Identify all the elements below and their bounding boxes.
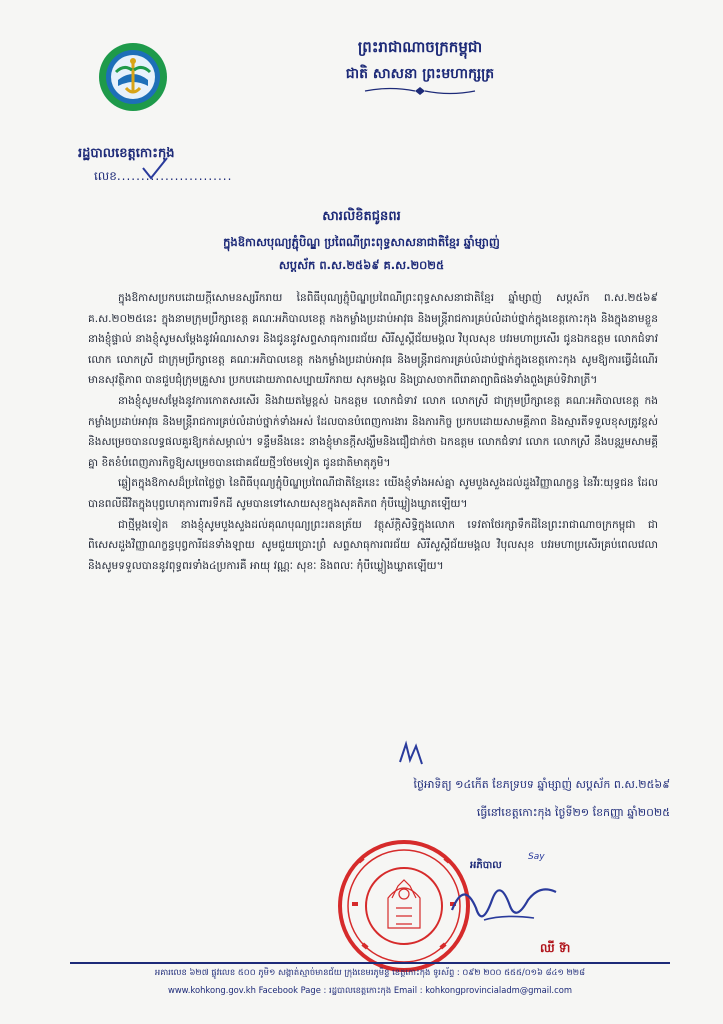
kingdom-heading: ព្រះរាជាណាចក្រកម្ពុជា	[357, 38, 483, 56]
paragraph: ក្នុងឱកាសប្រកបដោយក្តីសោមនស្សរីករាយ នៃពិធីបុណ្យភ្ជុំបិណ្ឌប្រពៃណីព្រះពុទ្ធសាសនាជាតិខ្មែរ ឆ្នាំម្សាញ់ សប្តស័ក ព.ស.២៥៦៩ គ.ស.២០២៥នេះ ក្នុងនាមក្រុមប្រឹក្សាខេត្ត គណៈអភិបាលខេត្ត កងកម្លាំងប្រដាប់អាវុធ និងមន្ត្រីរាជការគ្រប់លំដាប់ថ្នាក់ក្នុងខេត្តកោះកុង និងក្នុងនាមខ្លួននាងខ្ញុំផ្ទាល់ នាងខ្ញុំសូមសម្តែងនូវអំណរសាទរ និងជូននូវសព្ទសាធុការពរជ័យ សិរីសួស្តីជ័យមង្គល វិបុលសុខ បវរមហាប្រសើរ ជូនឯកឧត្តម លោកជំទាវ លោក លោកស្រី ជាក្រុមប្រឹក្សាខេត្ត គណៈអភិបាលខេត្ត កងកម្លាំងប្រដាប់អាវុធ និងមន្ត្រីរាជការគ្រប់លំដាប់ថ្នាក់ក្នុងខេត្តកោះកុង សូមឱ្យការធ្វើដំណើរមានសុវត្ថិភាព បានជួបជុំក្រុមគ្រួសារ ប្រកបដោយភាពសប្បាយរីករាយ សុភមង្គល និងប្រាសចាកពីរោគាព្យាធិផងទាំងពួងគ្រប់ទិវារាត្រី។	[88, 292, 658, 387]
letter-body	[88, 288, 658, 576]
lunar-date: ថ្ងៃអាទិត្យ ១៤កើត ខែភទ្របទ ឆ្នាំម្សាញ់ សប្តស័ក ព.ស.២៥៦៩	[413, 778, 670, 791]
signatory-title: អភិបាល	[470, 860, 502, 871]
ornament-divider-icon	[360, 86, 480, 96]
initial-signature-icon	[396, 738, 426, 768]
provincial-logo-icon	[98, 42, 168, 112]
national-motto: ជាតិ សាសនា ព្រះមហាក្សត្រ	[345, 66, 495, 82]
footer-address: អគារលេខ ៦២៧ ផ្លូវលេខ ៥០០ ភូមិ១ សង្កាត់ស្មាច់មានជ័យ ក្រុងខេមរភូមិន្ទ ខេត្តកោះកុង ទូរស័ព្ទ : ០៩២ ២០០ ៥៥៥/០១៦ ៨៤១ ២២៨	[154, 967, 586, 977]
document-subject: ក្នុងឱកាសបុណ្យភ្ជុំបិណ្ឌ ប្រពៃណីព្រះពុទ្ធសាសនាជាតិខ្មែរ ឆ្នាំម្សាញ់	[223, 235, 500, 249]
handwritten-signature-icon	[444, 870, 564, 940]
signature-scribble: Say	[528, 852, 545, 862]
signatory-name: ឈី ទ៊ា	[540, 941, 571, 955]
reference-number: លេខ........................	[94, 169, 233, 183]
paragraph: នាងខ្ញុំសូមសម្តែងនូវការកោតសរសើរ និងវាយតម្លៃខ្ពស់ ឯកឧត្តម លោកជំទាវ លោក លោកស្រី ជាក្រុមប្រឹក្សាខេត្ត គណៈអភិបាលខេត្ត កងកម្លាំងប្រដាប់អាវុធ និងមន្ត្រីរាជការគ្រប់លំដាប់ថ្នាក់ទាំងអស់ ដែលបានបំពេញការងារ និងភារកិច្ច ប្រកបដោយសាមគ្គីភាព និងស្មារតីទទួលខុសត្រូវខ្ពស់ និងសម្រេចបានលទ្ធផលគួរឱ្យកត់សម្គាល់។ ទន្ទឹមនឹងនេះ នាងខ្ញុំមានក្តីសង្ឃឹមនិងជឿជាក់ថា ឯកឧត្តម លោកជំទាវ លោក លោកស្រី នឹងបន្តរួមសាមគ្គីគ្នា ខិតខំបំពេញភារកិច្ចឱ្យសម្រេចបានជោគជ័យថ្មីៗថែមទៀត ជូនជាតិមាតុភូមិ។	[88, 394, 658, 469]
paragraph: ជាថ្មីម្តងទៀត នាងខ្ញុំសូមបួងសួងដល់គុណបុណ្យព្រះរតនត្រ័យ វត្ថុស័ក្តិសិទ្ធិក្នុងលោក ទេវតាថែរក្សាទឹកដីនៃព្រះរាជាណាចក្រកម្ពុជា ជាពិសេសដួងវិញ្ញាណក្ខន្ធបុព្វការីជនទាំងឡាយ សូមជួយប្រោះព្រំ សព្ទសាធុការពរជ័យ សិរីសួស្តីជ័យមង្គល វិបុលសុខ បវរមហាប្រសើរគ្រប់ពេលវេលា និងសូមទទួលបាននូវពុទ្ធពរទាំង៤ប្រការគឺ អាយុ វណ្ណៈ សុខៈ និងពលៈ កុំបីឃ្លៀងឃ្លាតឡើយ។	[88, 518, 658, 572]
footer-divider	[70, 962, 670, 964]
document-type-title: សារលិខិតជូនពរ	[322, 209, 401, 224]
checkmark-icon	[140, 156, 170, 182]
reference-label: លេខ	[94, 169, 117, 183]
place-and-date: ធ្វើនៅខេត្តកោះកុង ថ្ងៃទី២១ ខែកញ្ញា ឆ្នាំ២០២៥	[476, 806, 670, 819]
footer-contact: www.kohkong.gov.kh Facebook Page : រដ្ឋបាលខេត្តកោះកុង Email : kohkongprovincialadm@gmail.com	[167, 985, 572, 995]
issuing-office: រដ្ឋបាលខេត្តកោះកុង	[78, 146, 175, 161]
document-subject-date: សប្តស័ក ព.ស.២៥៦៩ គ.ស.២០២៥	[278, 258, 445, 272]
paragraph: ឆ្លៀតក្នុងឱកាសដ៏ប្រពៃថ្លៃថ្លា នៃពិធីបុណ្យភ្ជុំបិណ្ឌប្រពៃណីជាតិខ្មែរនេះ យើងខ្ញុំទាំងអស់គ្នា សូមបួងសួងដល់ដួងវិញ្ញាណក្ខន្ធ នៃវីរៈយុទ្ធជន ដែលបានពលីជីវិតក្នុងបុព្វហេតុការពារទឹកដី សូមបានទៅសោយសុខក្នុងសុគតិភព កុំបីឃ្លៀងឃ្លាតឡើយ។	[88, 477, 658, 510]
